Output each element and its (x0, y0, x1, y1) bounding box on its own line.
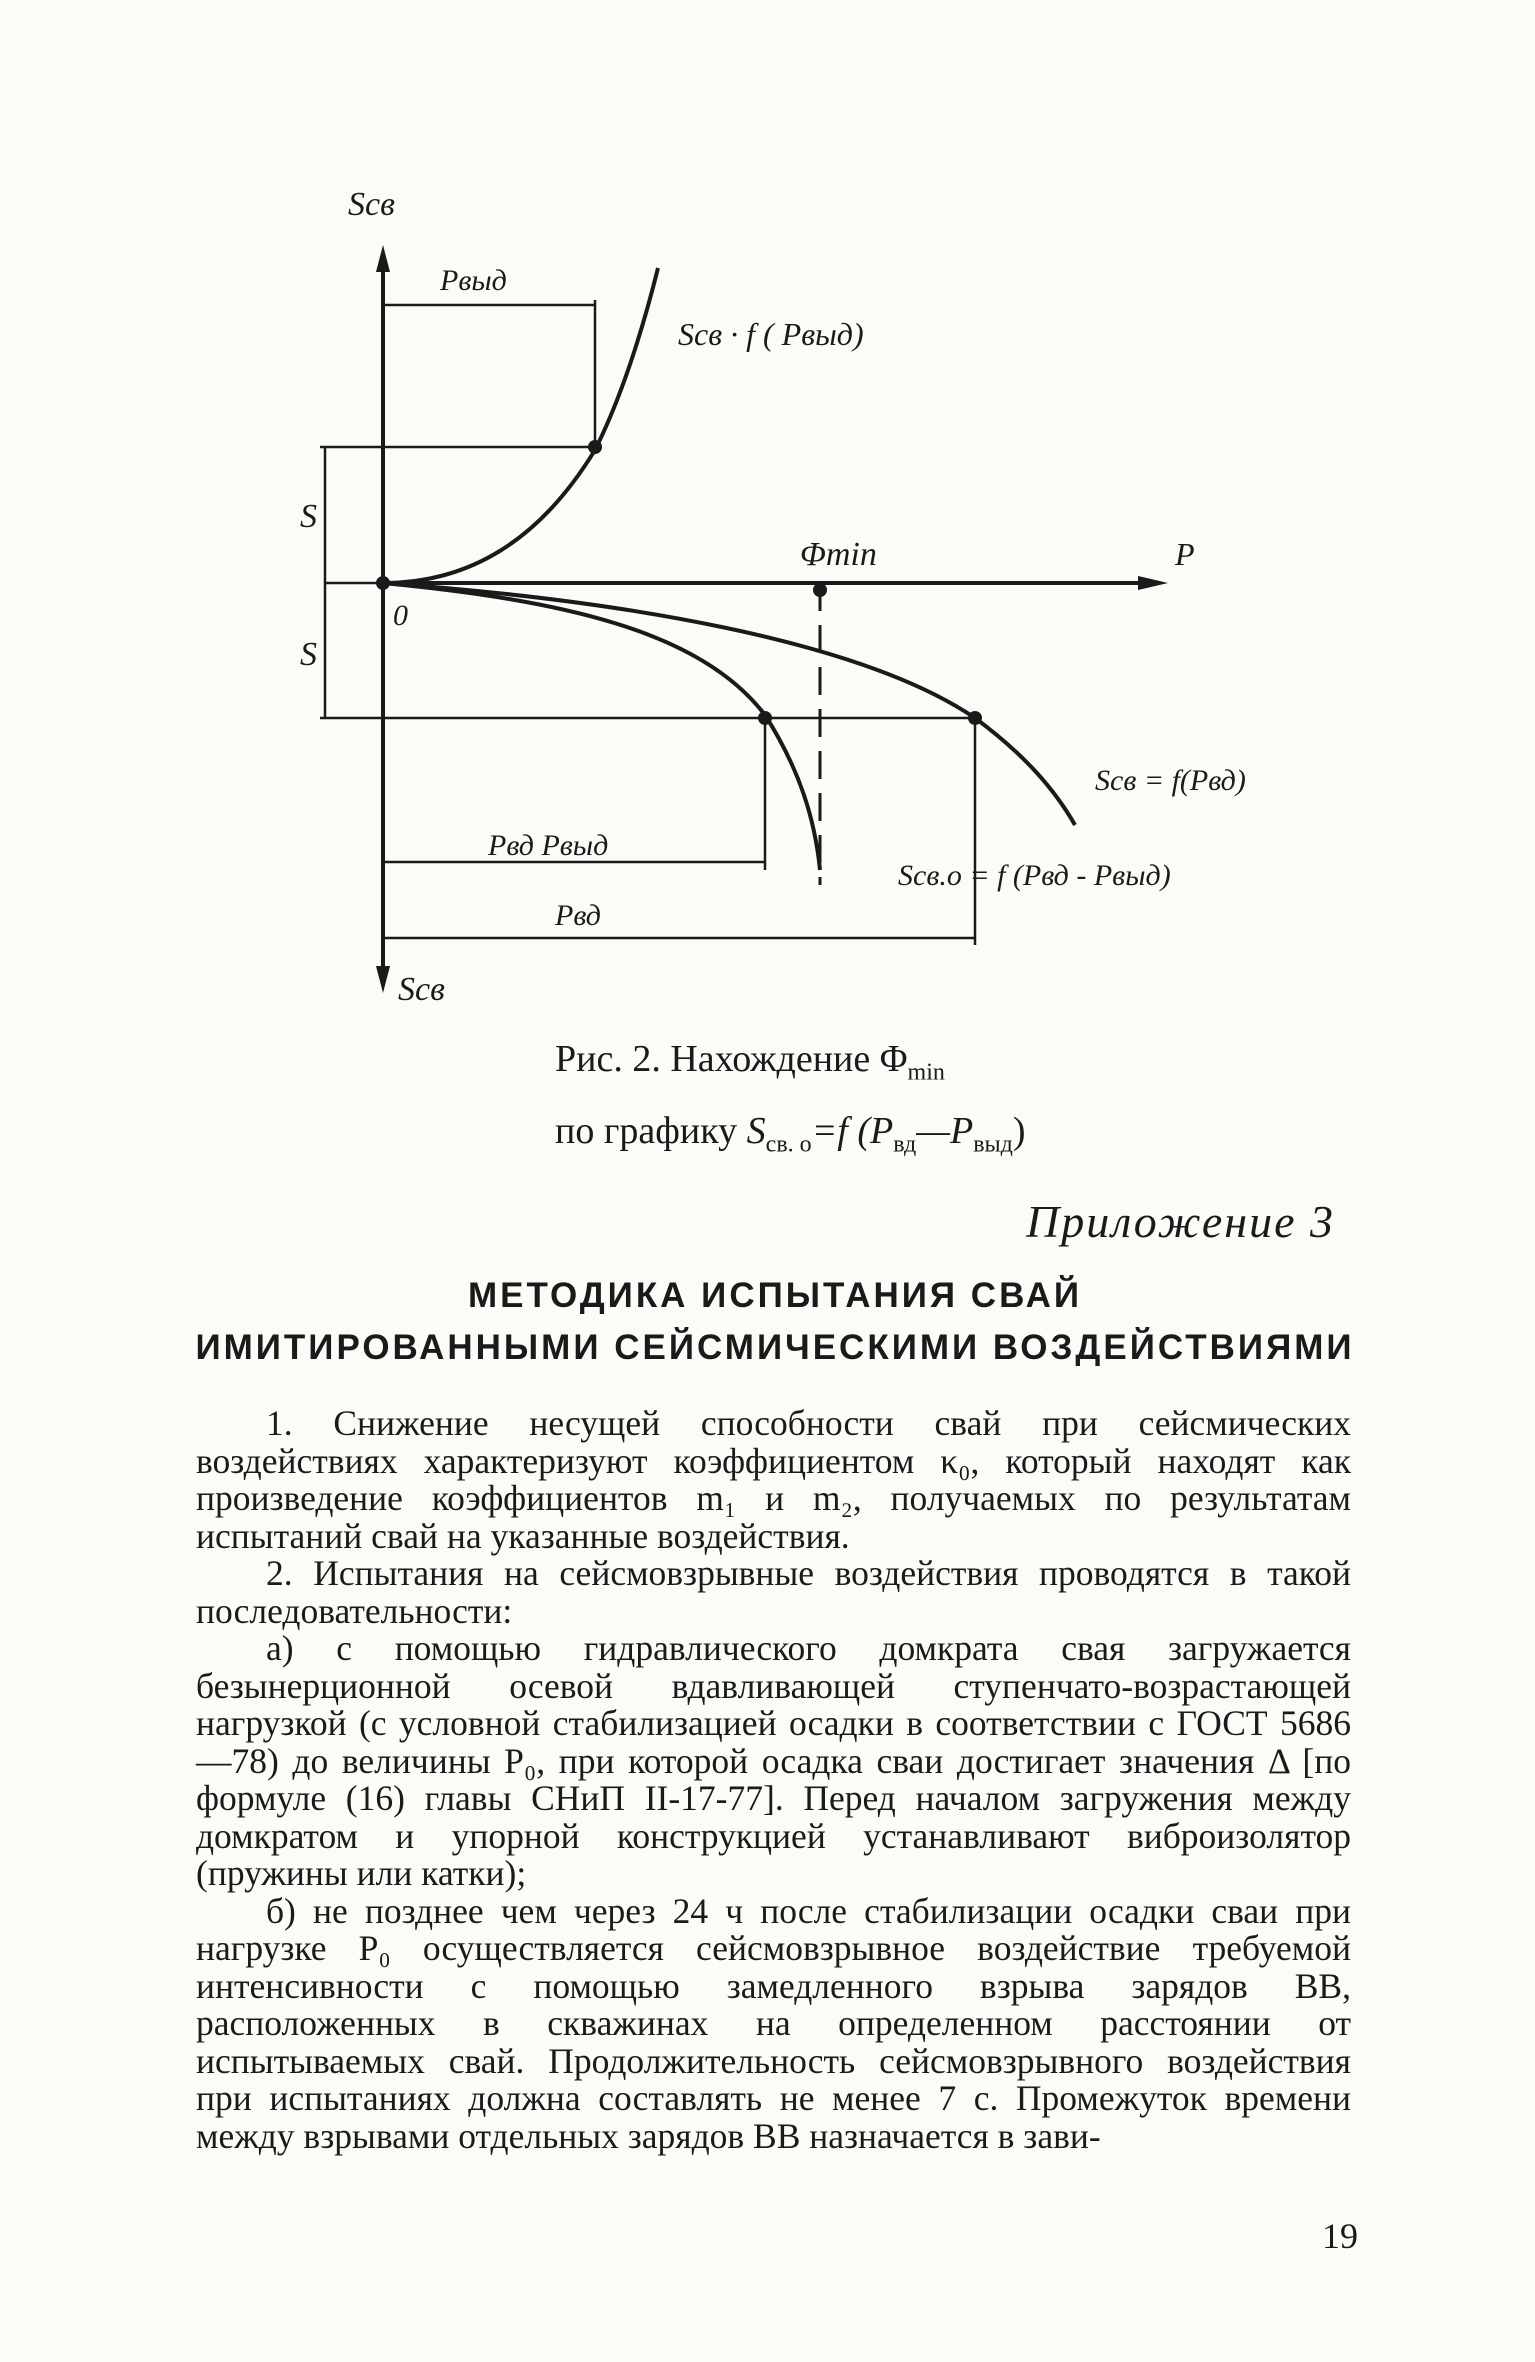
caption-formula: S (746, 1109, 766, 1152)
point-lower-gentle (968, 711, 982, 725)
paragraph-1: 1. Снижение несущей способности свай при сейсмических воздействиях характеризуют коэффициентом κ₀, который находят как произведение коэффициентов m₁ и m₂, получаемых по результатам испытаний свай на указанные воздействия. (196, 1403, 1351, 1556)
paragraph-3: а) с помощью гидравлического домкрата свая загружается безынерционной осевой вдавливающей ступенчато-возрастающей нагрузкой (с условной стабилизацией осадки в соответствии с ГОСТ 5686—78) до величины P₀, при которой осадка сваи достигает значения Δ [по формуле (16) главы СНиП II-17-77]. Перед началом загружения между домкратом и упорной конструкцией устанавливают виброизолятор (пружины или катки); (196, 1628, 1351, 1893)
figure-graph (0, 0, 1535, 1030)
caption-dash: —P (916, 1109, 974, 1152)
point-phi (813, 583, 827, 597)
figure-caption (555, 1030, 1115, 1173)
curve-bottom-label: Sсв.о = f (Pвд - Pвыд) (898, 859, 1171, 892)
curve-upper (383, 268, 658, 583)
body-text (196, 1405, 1351, 2155)
page-number: 19 (1322, 2216, 1358, 2256)
pvd-label: Pвд (555, 899, 601, 932)
caption-end: ) (1012, 1109, 1026, 1152)
pvyd-top-label: Pвыд (440, 264, 507, 297)
caption-sub-3: вд (893, 1131, 917, 1158)
graph-svg (0, 0, 1535, 1030)
curve-right-label: Sсв = f(Pвд) (1095, 764, 1246, 797)
point-lower-steep (758, 711, 772, 725)
heading-line-2: ИМИТИРОВАННЫМИ СЕЙСМИЧЕСКИМИ ВОЗДЕЙСТВИЯМИ (195, 1328, 1355, 1367)
pvd-pvyd-label: Pвд Pвыд (488, 829, 609, 862)
axis-arrow-up (376, 245, 390, 272)
caption-rest: =f (P (811, 1109, 894, 1152)
axis-right-label: P (1175, 536, 1195, 572)
appendix-label: Приложение 3 (1025, 1196, 1335, 1247)
heading-line-1: МЕТОДИКА ИСПЫТАНИЯ СВАЙ (467, 1276, 1083, 1315)
axis-bottom-label: Sсв (398, 971, 445, 1008)
caption-sub-4: выд (973, 1131, 1013, 1158)
curve-lower-steep (383, 583, 820, 870)
phi-label: Φmin (800, 536, 877, 573)
axis-arrow-right (1138, 576, 1168, 590)
origin-point (376, 576, 390, 590)
axis-arrow-down (376, 966, 390, 993)
paragraph-4: б) не позднее чем через 24 ч после стабилизации осадки сваи при нагрузке P₀ осуществляется сейсмовзрывное воздействие требуемой интенсивности с помощью замедленного взрыва зарядов ВВ, расположенных в скважинах на определенном расстоянии от испытываемых свай. Продолжительность сейсмовзрывного воздействия при испытаниях должна составлять не менее 7 с. Промежуток времени между взрывами отдельных зарядов ВВ назначается в зави- (196, 1890, 1351, 2156)
origin-label: 0 (393, 599, 408, 632)
axis-top-label: Sсв (348, 186, 395, 223)
s-label-lower: S (300, 636, 317, 673)
curve-lower-gentle (383, 583, 1075, 825)
point-upper (588, 440, 602, 454)
section-heading (190, 1270, 1360, 1374)
curve-upper-label: Sсв · f ( Pвыд) (678, 316, 864, 352)
paragraph-2: 2. Испытания на сейсмовзрывные воздействия проводятся в такой последовательности: (196, 1553, 1351, 1631)
caption-line-1 (555, 1030, 1115, 1102)
caption-prefix: по графику (555, 1109, 747, 1152)
s-label-upper: S (300, 498, 317, 535)
caption-sub-2: св. о (765, 1131, 812, 1158)
caption-sub-1: min (907, 1059, 945, 1086)
caption-line-2 (555, 1102, 1115, 1174)
caption-text-1: Рис. 2. Нахождение Φ (555, 1038, 908, 1080)
